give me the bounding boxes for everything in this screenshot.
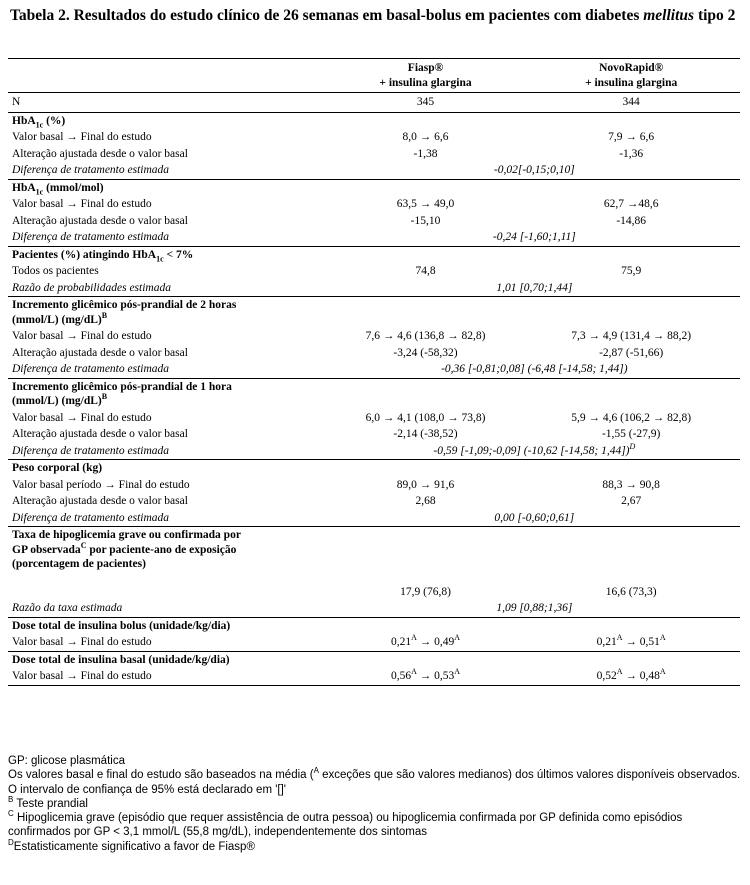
table-row: Valor basal → Final do estudo 6,0 → 4,1 (108,0 → 73,8) 5,9 → 4,6 (106,2 → 82,8) (12, 411, 692, 424)
table-row: Valor basal → Final do estudo $0,21^A \to 0,49^A$ $0,21^A \to 0,51^A$ (12, 633, 666, 648)
table-row: Diferença de tratamento estimada -0,59 [-1,09;-0,09] (-10,62 [-14,58; 1,44])$^D$ (12, 441, 636, 457)
section-ppg-1h: Incremento glicêmico pós-prandial de 1 hora (mmol/L) $(mg/dL)^B$ (8, 378, 740, 410)
title-tail: tipo 2 (694, 7, 736, 24)
table-row: Diferença de tratamento estimada -0,24 [-1,60;1,11] (12, 231, 576, 243)
column-header-row (8, 59, 740, 93)
table-row: Alteração ajustada desde o valor basal -2,14 (-38,52) -1,55 (-27,9) (12, 428, 661, 440)
table-row: Valor basal → Final do estudo 63,5 → 49,0 62,7 →48,6 (12, 198, 659, 210)
row-n: N 345 344 (12, 96, 640, 108)
table-row: Alteração ajustada desde o valor basal -15,10 -14,86 (12, 214, 647, 227)
footnote-b: $^B$ Teste prandial (8, 795, 88, 810)
section-target: Pacientes (%) atingindo HbA$_{1c}$ < 7% (8, 246, 740, 263)
table-row: Valor basal → Final do estudo 7,6 → 4,6 (136,8 → 82,8) 7,3 → 4,9 (131,4 → 88,2) (12, 330, 692, 342)
table-row: Diferença de tratamento estimada -0,02[-0,15;0,10] (12, 164, 575, 176)
section-bolus-dose: Dose total de insulina bolus (unidade/kg/dia) (8, 617, 740, 634)
table-row: Diferença de tratamento estimada -0,36 [-0,81;0,08] (-6,48 [-14,58; 1,44]) (12, 363, 628, 375)
col-novorapid: NovoRapid® + insulina glargina (585, 62, 678, 89)
table-row: Razão de probabilidades estimada 1,01 [0,70;1,44] (12, 281, 573, 294)
results-table (8, 58, 740, 686)
table-row: Valor basal → Final do estudo 8,0 → 6,6 7,9 → 6,6 (12, 131, 655, 143)
table-row: Razão da taxa estimada 1,09 [0,88;1,36] (12, 602, 573, 614)
table-row: Valor basal → Final do estudo $0,56^A \to 0,53^A$ $0,52^A \to 0,48^A$ (8, 668, 740, 685)
footnote-values: Os valores basal e final do estudo são baseados na média ($^A$ exceções que são valores medianos) dos últimos valores disponíveis observados. O intervalo de confiança de 95% está declarado em '[]' (8, 766, 741, 796)
table-row: Diferença de tratamento estimada 0,00 [-0,60;0,61] (12, 511, 575, 524)
section-hba1c-pct: HbA$_{1c}$ (%) (8, 112, 740, 129)
table-row: Valor basal período → Final do estudo 89,0 → 91,6 88,3 → 90,8 (12, 478, 660, 491)
title-text: Tabela 2. Resultados do estudo clínico de 26 semanas em basal-bolus em pacientes com diabetes (10, 7, 644, 24)
title-italic: mellitus (643, 7, 695, 24)
section-basal-dose: Dose total de insulina basal (unidade/kg/dia) (8, 651, 740, 668)
col-fiasp: Fiasp® + insulina glargina (379, 62, 472, 89)
footnote-c: $^C$ Hipoglicemia grave (episódio que requer assistência de outra pessoa) ou hipoglicemia confirmada por GP definida como episódios confirmados por GP < 3,1 mmol/L (55,8 mg/dL), independentemente dos sintomas (8, 809, 683, 839)
table-row: Alteração ajustada desde o valor basal 2,68 2,67 (12, 495, 642, 507)
footnote-gp: GP: glicose plasmática (8, 755, 125, 767)
footnotes (8, 754, 743, 854)
table-title (10, 6, 740, 26)
section-hypoglycemia: Taxa de hipoglicemia grave ou confirmada por GP observada$^C$ por paciente-ano de exposição (porcentagem de pacientes) (8, 527, 740, 573)
section-ppg-2h: Incremento glicêmico pós-prandial de 2 horas (mmol/L) $(mg/dL)^B$ (8, 297, 740, 329)
footnote-d: $^D$Estatisticamente significativo a favor de Fiasp® (8, 837, 255, 853)
section-hba1c-mmol: HbA$_{1c}$ (mmol/mol) (8, 179, 740, 196)
section-weight: Peso corporal (kg) (8, 460, 740, 477)
table-row: Alteração ajustada desde o valor basal -1,38 -1,36 (12, 147, 644, 160)
table-row: Todos os pacientes 74,8 75,9 (12, 265, 642, 277)
table-row: 17,9 (76,8) 16,6 (73,3) (400, 585, 657, 598)
table-row: Alteração ajustada desde o valor basal -3,24 (-58,32) -2,87 (-51,66) (12, 346, 664, 359)
